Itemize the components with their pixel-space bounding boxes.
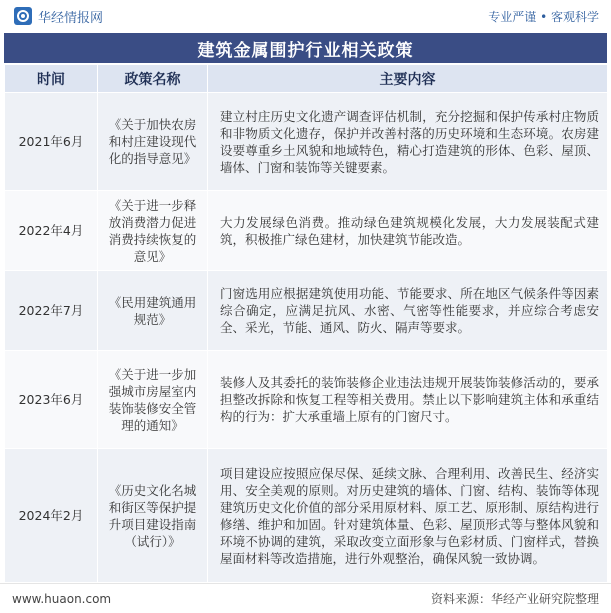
- row-policy-name: 《关于进一步释放消费潜力促进消费持续恢复的意见》: [98, 191, 208, 271]
- table-row: [5, 449, 608, 583]
- brand: [14, 7, 103, 26]
- policy-table: [4, 64, 608, 583]
- table-header-row: [5, 65, 608, 93]
- brand-name: 华经情报网: [38, 10, 104, 26]
- slogan: 专业严谨 • 客观科学: [488, 9, 599, 24]
- row-content: 建立村庄历史文化遗产调查评估机制，充分挖掘和保护传承村庄物质和非物质文化遗存，保护并改善村落的历史环境和生态环境。农房建设要尊重乡土风貌和地域特色，精心打造建筑的形体、色彩、屋顶、墙体、门窗和装饰等关键要素。: [208, 93, 608, 191]
- column-header-name: 政策名称: [98, 65, 208, 93]
- column-header-time: 时间: [5, 65, 98, 93]
- table-row: [5, 191, 608, 271]
- row-policy-name: 《民用建筑通用规范》: [98, 271, 208, 351]
- page-title: 建筑金属围护行业相关政策: [197, 40, 414, 61]
- row-content: 项目建设应按照应保尽保、延续文脉、合理利用、改善民生、经济实用、安全美观的原则。对历史建筑的墙体、门窗、结构、装饰等体现建筑历史文化价值的部分采用原材料、原工艺、原形制、原结构进行修缮、维护和加固。针对建筑体量、色彩、屋顶形式等与整体风貌和环境不协调的建筑，采取改变立面形象与色彩材质、门窗样式，替换屋面材料等改造措施，进行外观整治，确保风貌一致协调。: [208, 449, 608, 583]
- table-row: [5, 93, 608, 191]
- table-row: [5, 271, 608, 351]
- row-policy-name: 《关于加快农房和村庄建设现代化的指导意见》: [98, 93, 208, 191]
- row-time: 2021年6月: [5, 93, 98, 191]
- row-content: 大力发展绿色消费。推动绿色建筑规模化发展，大力发展装配式建筑，积极推广绿色建材，加快建筑节能改造。: [208, 191, 608, 271]
- row-policy-name: 《关于进一步加强城市房屋室内装饰装修安全管理的通知》: [98, 351, 208, 449]
- site-url: www.huaon.com: [12, 591, 112, 606]
- title-bar: [4, 33, 607, 63]
- row-content: 门窗选用应根据建筑使用功能、节能要求、所在地区气候条件等因素综合确定，应满足抗风、水密、气密等性能要求，并应综合考虑安全、采光，节能、通风、防火、隔声等要求。: [208, 271, 608, 351]
- row-time: 2022年7月: [5, 271, 98, 351]
- huajing-logo-icon: [14, 7, 32, 25]
- top-bar: [0, 0, 611, 32]
- data-source: 资料来源：华经产业研究院整理: [430, 592, 599, 606]
- column-header-content: 主要内容: [208, 65, 608, 93]
- row-time: 2022年4月: [5, 191, 98, 271]
- footer: [0, 583, 611, 613]
- row-time: 2023年6月: [5, 351, 98, 449]
- row-time: 2024年2月: [5, 449, 98, 583]
- row-policy-name: 《历史文化名城和街区等保护提升项目建设指南（试行）》: [98, 449, 208, 583]
- table-row: [5, 351, 608, 449]
- row-content: 装修人及其委托的装饰装修企业违法违规开展装饰装修活动的，要承担整改拆除和恢复工程等相关费用。禁止以下影响建筑主体和承重结构的行为：扩大承重墙上原有的门窗尺寸。: [208, 351, 608, 449]
